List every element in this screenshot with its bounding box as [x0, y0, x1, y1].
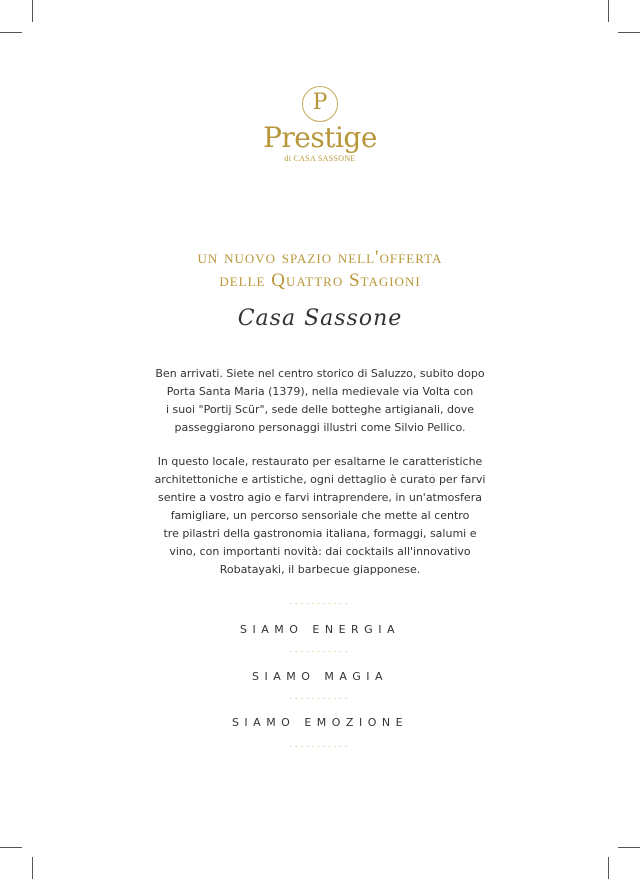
page-title — [0, 246, 640, 292]
intro-paragraph — [0, 365, 640, 437]
monogram-letter: P — [312, 90, 328, 115]
text-line: vino, con importanti novità: dai cocktails all'innovativo — [169, 545, 471, 558]
text-line: sentire a vostro agio e farvi intraprendere, in un'atmosfera — [158, 491, 482, 504]
dotted-divider: ........... — [289, 692, 351, 701]
crop-mark — [618, 847, 640, 848]
dotted-divider: ........... — [289, 597, 351, 606]
text-line: passeggiarono personaggi illustri come Silvio Pellico. — [174, 421, 466, 434]
description-paragraph — [0, 453, 640, 579]
text-line: famigliare, un percorso sensoriale che mette al centro — [170, 509, 470, 522]
crop-mark — [608, 0, 609, 22]
crop-mark — [618, 32, 640, 33]
title-line: delle Quattro Stagioni — [219, 270, 421, 291]
text-line: architettoniche e artistiche, ogni dettaglio è curato per farvi — [154, 473, 486, 486]
brand-subtitle: di CASA SASSONE — [284, 154, 356, 163]
motto: SIAMO ENERGIA — [240, 623, 400, 636]
signature: Casa Sassone — [237, 306, 403, 331]
text-line: Ben arrivati. Siete nel centro storico di Saluzzo, subito dopo — [155, 367, 485, 380]
dotted-divider: ........... — [289, 645, 351, 654]
dotted-divider: ........... — [289, 740, 351, 749]
text-line: In questo locale, restaurato per esaltarne le caratteristiche — [157, 455, 483, 468]
text-line: i suoi "Portij Scür", sede delle botteghe artigianali, dove — [165, 403, 474, 416]
motto: SIAMO EMOZIONE — [231, 716, 409, 729]
prestige-logo — [0, 86, 640, 163]
brand-name: Prestige — [263, 121, 377, 154]
text-line: Robatayaki, il barbecue giapponese. — [219, 563, 421, 576]
crop-mark — [32, 0, 33, 22]
title-line: un nuovo spazio nell'offerta — [197, 247, 443, 268]
text-line: Porta Santa Maria (1379), nella medievale via Volta con — [166, 385, 474, 398]
monogram-icon — [302, 86, 338, 122]
text-line: tre pilastri della gastronomia italiana, formaggi, salumi e — [163, 527, 477, 540]
motto: SIAMO MAGIA — [251, 670, 388, 683]
crop-mark — [0, 847, 22, 848]
crop-mark — [608, 857, 609, 879]
crop-mark — [0, 32, 22, 33]
crop-mark — [32, 857, 33, 879]
